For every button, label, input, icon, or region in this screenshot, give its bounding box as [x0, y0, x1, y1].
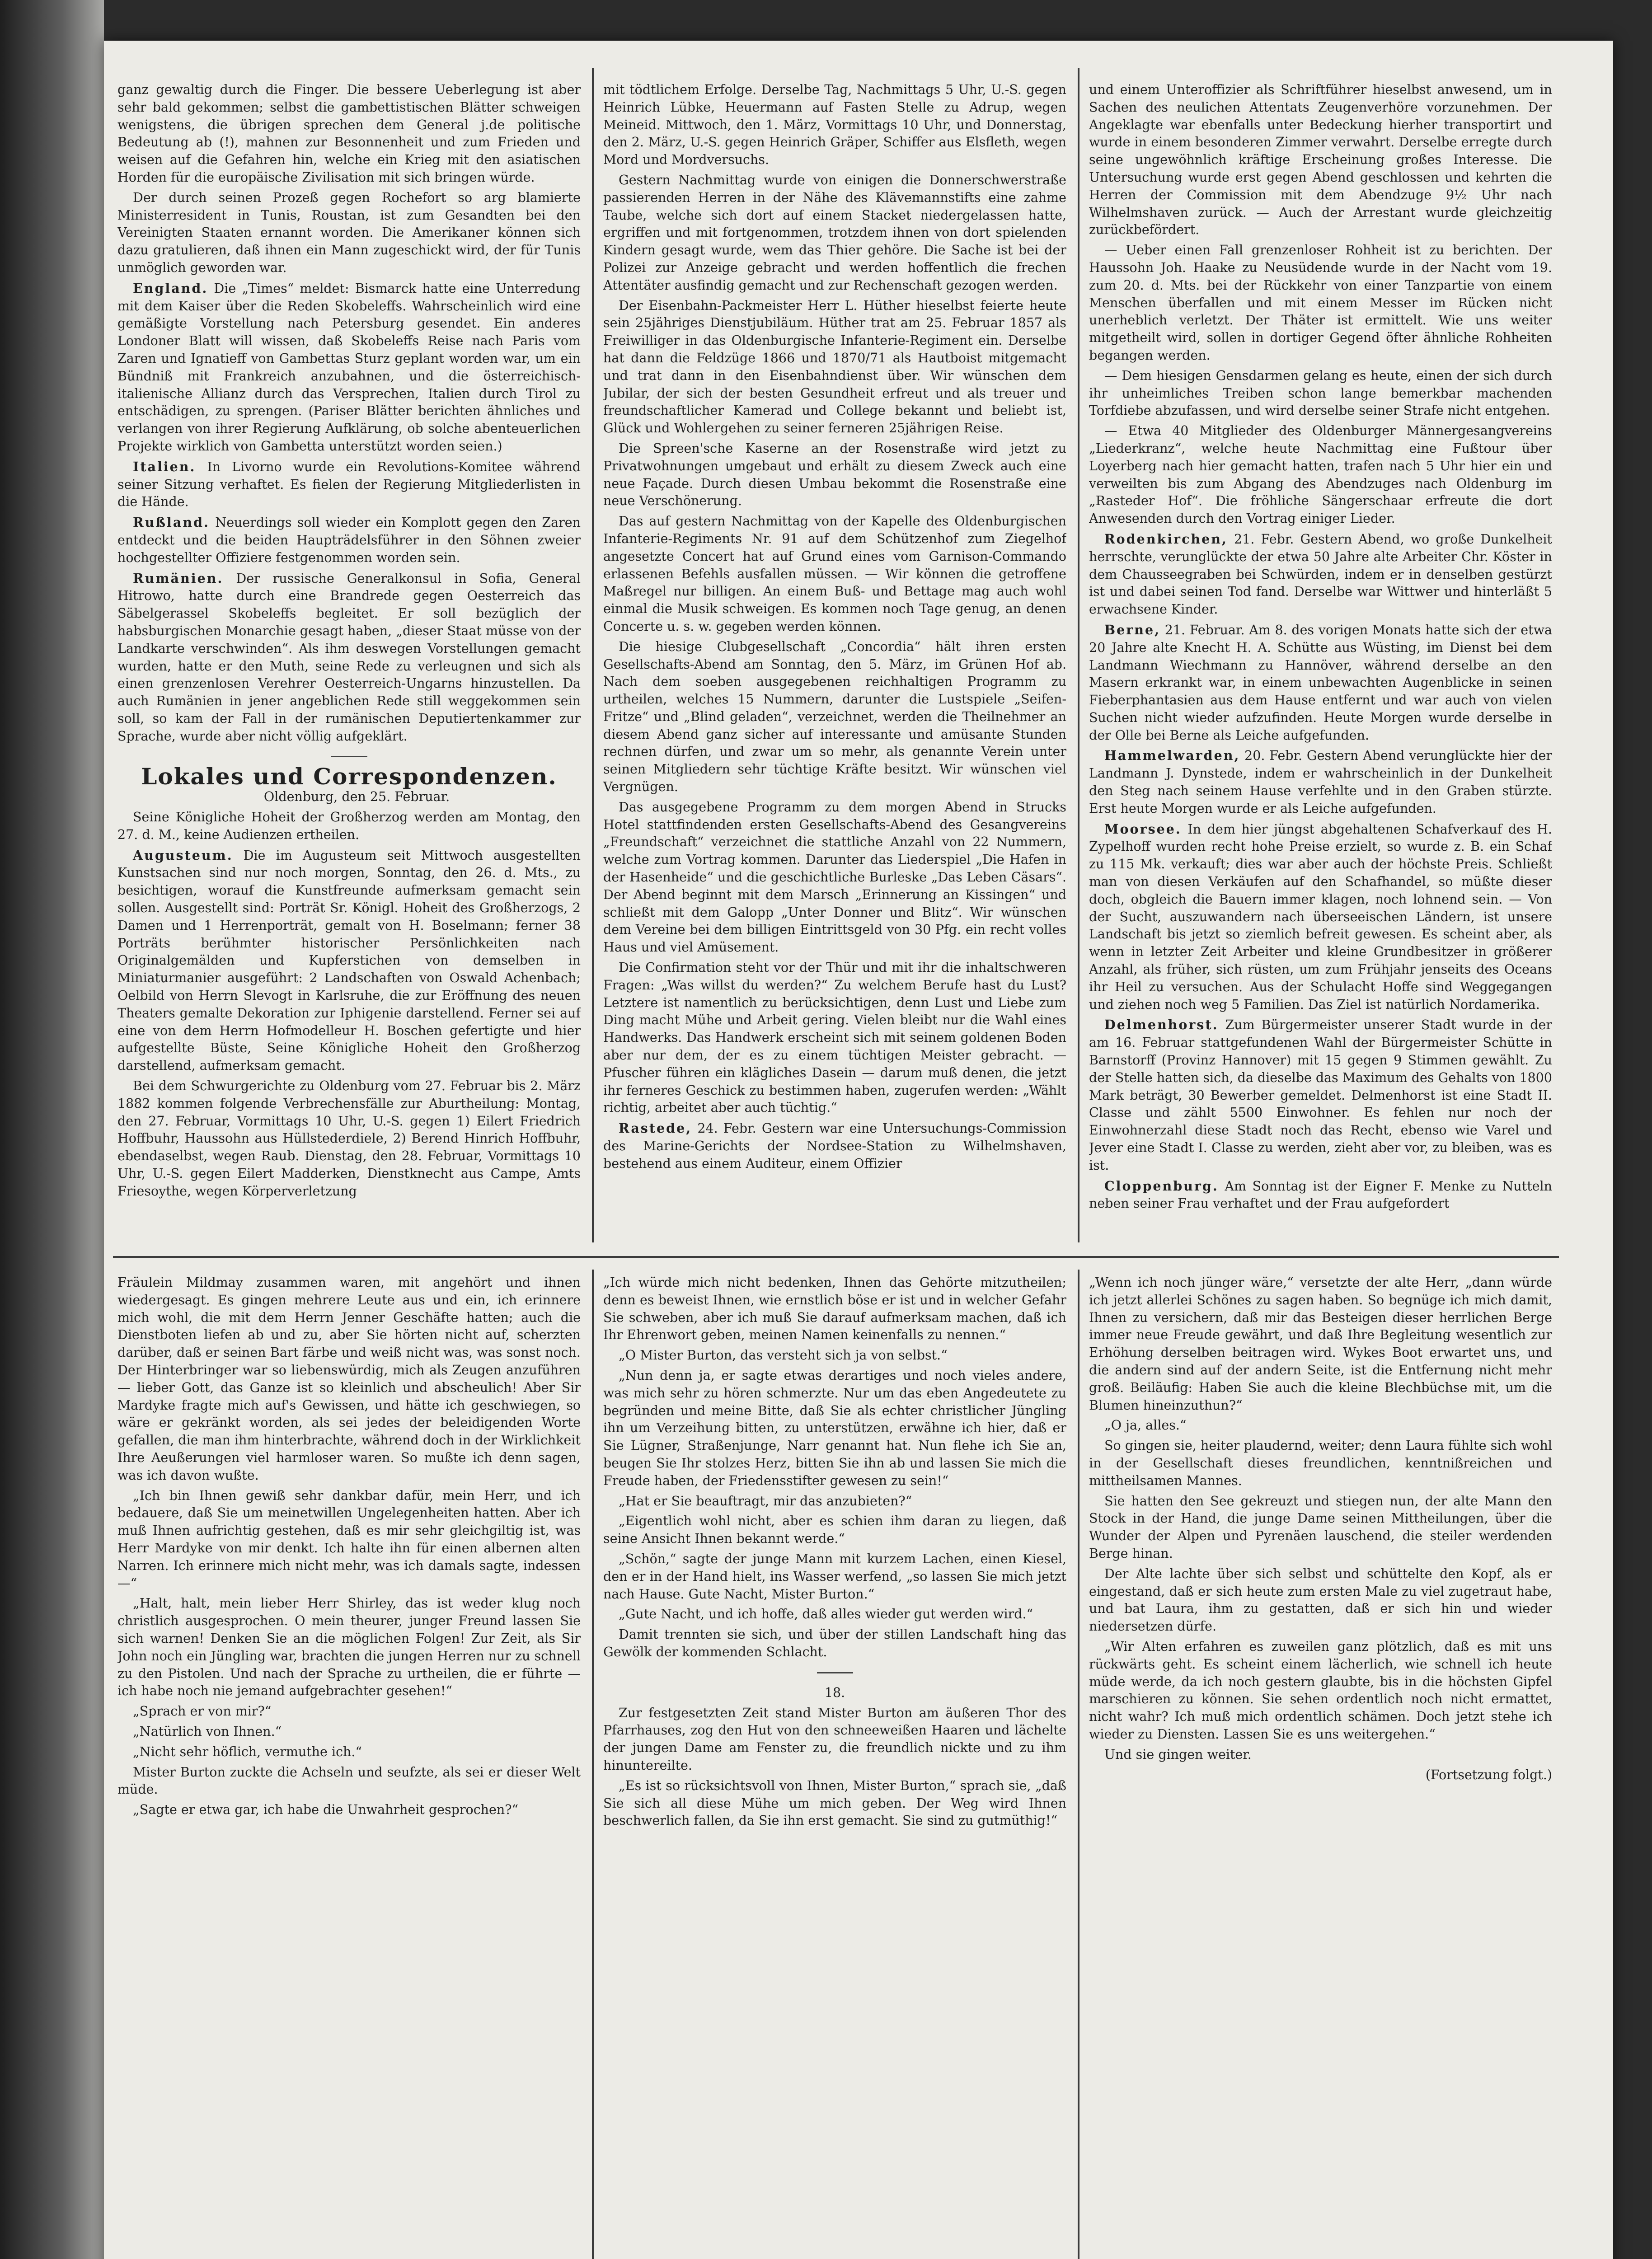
article-text: — Dem hiesigen Gensdarmen gelang es heute, einen der sich durch ihr unheimliches Treiben schon lange bemerkbar machenden Torfdiebe abzufassen, und wird derselbe seiner Strafe nicht entgehen. [1089, 368, 1552, 418]
article-paragraph [1089, 530, 1552, 619]
article-text: — Etwa 40 Mitglieder des Oldenburger Männergesangvereins „Liederkranz“, welche heute Nachmittag eine Fußtour über Loyerberg nach hier gemacht hatten, trafen nach 5 Uhr hier ein und verweilten bis zum Abgang des Abendzuges nach Oldenburg im „Rasteder Hof“. Die fröhliche Sängerschaar erfreute die dort Anwesenden durch den Vortrag einiger Lieder. [1089, 423, 1552, 526]
article-text: „Sprach er von mir?“ [133, 1704, 272, 1719]
column-rule [592, 1270, 594, 2259]
book-gutter [0, 0, 104, 2259]
article-text: Fräulein Mildmay zusammen waren, mit angehört und ihnen wiedergesagt. Es gingen mehrere Leute aus und ein, ich erinnere mich wohl, die mit dem Herrn Jenner Geschäfte hatten; auch die Dienstboten liefen ab und zu, aber Sie hörten nicht auf, scherzten darüber, daß er seinen Bart färbe und weiß nicht was, was sonst noch. Der Hinterbringer war so liebenswürdig, mich als Zeugen anzuführen — lieber Gott, das Ganze ist so kleinlich und abscheulich! Aber Sir Mardyke fragte mich auf's Gewissen, und hätte ich geschwiegen, so wäre er gekränkt worden, als sei jedes der beleidigenden Worte gefallen, die man ihm hinterbrachte, während doch in der Wirklichkeit Ihre Aeußerungen viel harmloser waren. So mußte ich denn sagen, was ich davon wußte. [117, 1275, 581, 1483]
article-text: Die „Times“ meldet: Bismarck hatte eine Unterredung mit dem Kaiser über die Reden Skobeleffs. Wahrscheinlich wird eine gemäßigte Vorstellung nach Petersburg gesendet. Ein anderes Londoner Blatt will wissen, daß Skobeleffs Reise nach Paris vom Zaren und Ignatieff von Gambettas Sturz geplant worden war, um ein Bündniß mit Frankreich anzubahnen, und die österreichisch-italienische Allianz durch das Versprechen, Italien durch Tirol zu entschädigen, zu sprengen. (Pariser Blätter berichten ähnliches und verlangen von ihrer Regierung Aufklärung, ob solche abenteuerlichen Projekte wirklich von Gambetta unterstützt worden seien.) [117, 281, 581, 454]
article-text: Neuerdings soll wieder ein Komplott gegen den Zaren entdeckt und die beiden Haupträdelsführer in den Söhnen zweier hochgestellter Offiziere festgenommen worden sein. [117, 515, 581, 565]
article-text: „Ich würde mich nicht bedenken, Ihnen das Gehörte mitzutheilen; denn es beweist Ihnen, wie ernstlich böse er ist und in welcher Gefahr Sie schweben, aber ich muß Sie darauf aufmerksam machen, daß ich Ihr Ehrenwort geben, meinen Namen keinenfalls zu nennen.“ [603, 1275, 1066, 1343]
article-paragraph [117, 570, 581, 745]
top-column-2 [603, 81, 1066, 1233]
article-text: — Ueber einen Fall grenzenloser Rohheit ist zu berichten. Der Haussohn Joh. Haake zu Neusüdende wurde in der Nacht vom 19. zum 20. d. Mts. bei der Rückkehr von einer Tanzpartie von einem Menschen überfallen und mit einem Messer im Rücken nicht unerheblich verletzt. Der Thäter ist ermittelt. Wie uns weiter mitgetheilt wird, sollen in dortiger Gegend öfter ähnliche Rohheiten begangen werden. [1089, 243, 1552, 363]
article-paragraph [117, 1595, 581, 1700]
column-rule [592, 68, 594, 1242]
section-heading: Lokales und Correspondenzen. [141, 763, 557, 790]
article-paragraph [603, 513, 1066, 636]
article-paragraph [117, 458, 581, 511]
article-paragraph [603, 799, 1066, 956]
article-paragraph [117, 1487, 581, 1593]
article-paragraph [1089, 1638, 1552, 1743]
article-paragraph [603, 1347, 1066, 1364]
article-paragraph [117, 788, 581, 806]
article-text: „Wir Alten erfahren es zuweilen ganz plötzlich, daß es mit uns rückwärts geht. Es scheint einem lächerlich, wie schnell ich heute müde werde, da ich noch gestern glaubte, bis in die höchsten Gipfel marschieren zu können. Sie sehen ordentlich noch nicht ermattet, nicht wahr? Ich muß mich ordentlich schämen. Doch jetzt stehe ich wieder zu Diensten. Lassen Sie es uns weitergehen.“ [1089, 1639, 1552, 1742]
article-paragraph [117, 847, 581, 1075]
article-text: Das ausgegebene Programm zu dem morgen Abend in Strucks Hotel stattfindenden ersten Gesellschafts-Abend des Gesangvereins „Freundschaft“ verzeichnet die stattliche Anzahl von 22 Nummern, welche zum Vortrag kommen. Darunter das Liederspiel „Die Hafen in der Hasenheide“ und die geschichtliche Burleske „Das Leben Cäsars“. Der Abend beginnt mit dem Marsch „Erinnerung an Kissingen“ und schließt mit dem Galopp „Unter Donner und Blitz“. Wir wünschen dem Vereine bei dem billigen Eintrittsgeld von 30 Pfg. ein recht volles Haus und viel Amüsement. [603, 799, 1066, 955]
article-paragraph [603, 1367, 1066, 1490]
chapter-rule [817, 1672, 853, 1673]
article-paragraph [117, 189, 581, 277]
article-text: 21. Februar. Am 8. des vorigen Monats hatte sich der etwa 20 Jahre alte Knecht H. A. Schütte aus Wüsting, im Dienst bei dem Landmann Wiechmann zu Hannöver, während derselbe an den Masern erkrankt war, in einem unbewachten Augenblicke in seinen Fieberphantasien aus dem Hause entfernt und war auch von vielen Suchen nicht wieder aufzufinden. Heute Morgen wurde derselbe in der Olle bei Berne als Leiche aufgefunden. [1089, 622, 1552, 743]
article-text: „Wenn ich noch jünger wäre,“ versetzte der alte Herr, „dann würde ich jetzt allerlei Schönes zu sagen haben. So begnüge ich mich damit, Ihnen zu versichern, daß mir das Besteigen dieser herrlichen Berge immer neue Freude gewährt, und daß Ihre Begleitung wesentlich zur Erhöhung derselben beitragen wird. Wykes Boot erwartet uns, und die andern sind auf der andern Seite, ist die Entfernung nicht mehr groß. Beiläufig: Haben Sie auch die kleine Blechbüchse mit, um die Blumen hineinzuthun?“ [1089, 1275, 1552, 1413]
article-paragraph [1089, 1437, 1552, 1490]
article-dateline: Rumänien. [133, 570, 224, 586]
article-text: Die hiesige Clubgesellschaft „Concordia“ hält ihren ersten Gesellschafts-Abend am Sonntag, den 5. März, im Grünen Hof ab. Nach dem soeben ausgegebenen reichhaltigen Programm zu urtheilen, welches 15 Nummern, darunter die Lustspiele „Seifen-Fritze“ und „Blind geladen“, verzeichnet, werden die Theilnehmer an diesem Abend ganz sicher auf interessante und amüsante Stunden rechnen dürfen, und zwar um so mehr, als genannte Verein unter seinen Mitgliedern sehr tüchtige Kräfte besitzt. Wir wünschen viel Vergnügen. [603, 639, 1066, 795]
article-text: und einem Unteroffizier als Schriftführer hieselbst anwesend, um in Sachen des neulichen Attentats Zeugenverhöre vorzunehmen. Der Angeklagte war ebenfalls unter Bedeckung hierher transportirt und wurde in einem besonderen Zimmer verwahrt. Derselbe erregte durch seine ungewöhnlich kräftige Erscheinung großes Interesse. Die Untersuchung wurde erst gegen Abend geschlossen und kehrten die Herren der Commission mit dem Abendzuge 9½ Uhr nach Wilhelmshaven zurück. — Auch der Arrestant wurde gleichzeitig zurückbefördert. [1089, 82, 1552, 238]
article-dateline: Rodenkirchen, [1104, 531, 1228, 547]
article-text: „Ich bin Ihnen gewiß sehr dankbar dafür, mein Herr, und ich bedauere, daß Sie um meinetwillen Ungelegenheiten hatten. Aber ich muß Ihnen aufrichtig gestehen, daß es mir sehr gleichgiltig ist, was Herr Mardyke von mir denkt. Ich halte ihn für einen albernen alten Narren. Ich erinnere mich nicht mehr, was ich damals sagte, indessen —“ [117, 1488, 581, 1591]
article-paragraph [603, 1626, 1066, 1661]
article-text: Die Spreen'sche Kaserne an der Rosenstraße wird jetzt zu Privatwohnungen umgebaut und erhält zu diesem Zweck auch eine neue Façade. Durch diesen Umbau bekommt die Rosenstraße eine neue Verschönerung. [603, 441, 1066, 509]
article-text: Zur festgesetzten Zeit stand Mister Burton am äußeren Thor des Pfarrhauses, zog den Hut von den schneeweißen Haaren und lächelte der jungen Dame am Fenster zu, die freundlich nickte und zu ihm hinuntereilte. [603, 1705, 1066, 1773]
continuation-note: (Fortsetzung folgt.) [1425, 1767, 1552, 1782]
article-paragraph [1089, 820, 1552, 1014]
article-paragraph [117, 1764, 581, 1799]
article-dateline: Cloppenburg. [1104, 1178, 1219, 1194]
article-text: „Gute Nacht, und ich hoffe, daß alles wieder gut werden wird.“ [619, 1607, 1033, 1622]
newspaper-page [104, 41, 1613, 2259]
article-paragraph [117, 1743, 581, 1761]
article-dateline: Hammelwarden, [1104, 748, 1240, 764]
feuilleton-column-3 [1089, 1274, 1552, 2259]
article-paragraph [603, 1551, 1066, 1603]
article-text: Der russische Generalkonsul in Sofia, General Hitrowo, hatte durch eine Brandrede gegen Oesterreich das Säbelgerassel Skobeleffs begleitet. Er soll bezüglich der habsburgischen Monarchie gesagt haben, „dieser Staat müsse von der Landkarte verschwinden“. Als ihm deswegen Vorstellungen gemacht wurden, hatte er den Muth, seine Rede zu verleugnen und sich als einen grenzenlosen Verehrer Oesterreich-Ungarns hinzustellen. Da auch Rumänien in jener angeblichen Rede still weggekommen sein soll, so kam der Fall in der rumänischen Deputiertenkammer zur Sprache, wurde aber nicht völlig aufgeklärt. [117, 571, 581, 744]
article-paragraph [1089, 242, 1552, 365]
top-column-3 [1089, 81, 1552, 1233]
article-text: So gingen sie, heiter plaudernd, weiter; denn Laura fühlte sich wohl in der Gesellschaft dieses freundlichen, kenntnißreichen und mittheilsamen Mannes. [1089, 1438, 1552, 1488]
article-paragraph [603, 1606, 1066, 1623]
article-dateline: Italien. [133, 459, 196, 474]
article-paragraph [117, 1723, 581, 1741]
article-dateline: Augusteum. [133, 847, 233, 863]
feuilleton-column-2 [603, 1274, 1066, 2259]
article-paragraph [1089, 1493, 1552, 1563]
top-column-1 [117, 81, 581, 1233]
article-dateline: Berne, [1104, 622, 1161, 637]
article-paragraph [1089, 1274, 1552, 1414]
article-text: „O Mister Burton, das versteht sich ja von selbst.“ [619, 1348, 948, 1363]
article-text: Oldenburg, den 25. Februar. [263, 789, 450, 805]
article-dateline: England. [133, 280, 208, 296]
article-paragraph [117, 809, 581, 844]
article-paragraph [117, 1078, 581, 1200]
article-paragraph [1089, 367, 1552, 420]
article-text: 24. Febr. Gestern war eine Untersuchungs-Commission des Marine-Gerichts der Nordsee-Station zu Wilhelmshaven, bestehend aus einem Auditeur, einem Offizier [603, 1121, 1066, 1171]
article-paragraph [603, 638, 1066, 796]
article-dateline: Rastede, [619, 1120, 692, 1136]
article-text: „Natürlich von Ihnen.“ [133, 1724, 282, 1739]
article-text: „Sagte er etwa gar, ich habe die Unwahrheit gesprochen?“ [133, 1802, 519, 1818]
article-paragraph [117, 1703, 581, 1720]
article-paragraph [1089, 1177, 1552, 1213]
article-text: „Eigentlich wohl nicht, aber es schien ihm daran zu liegen, daß seine Ansicht Ihnen bekannt werde.“ [603, 1514, 1066, 1547]
heading-rule [331, 756, 367, 757]
article-text: „Schön,“ sagte der junge Mann mit kurzem Lachen, einen Kiesel, den er in der Hand hielt, ins Wasser werfend, „so lassen Sie mich jetzt nach Hause. Gute Nacht, Mister Burton.“ [603, 1551, 1066, 1602]
article-paragraph [603, 297, 1066, 437]
article-paragraph [117, 514, 581, 567]
article-paragraph [603, 172, 1066, 295]
feuilleton-column-1 [117, 1274, 581, 2259]
article-text: „Nicht sehr höflich, vermuthe ich.“ [133, 1744, 362, 1759]
article-text: Sie hatten den See gekreuzt und stiegen nun, der alte Mann den Stock in der Hand, die junge Dame seinen Mittheilungen, über die Wunder der Alpen und Pyrenäen lauschend, die steiler werdenden Berge hinan. [1089, 1493, 1552, 1561]
article-text: Bei dem Schwurgerichte zu Oldenburg vom 27. Februar bis 2. März 1882 kommen folgende Verbrechensfälle zur Aburtheilung: Montag, den 27. Februar, Vormittags 10 Uhr, U.-S. gegen 1) Eilert Friedrich Hoffbuhr, Haussohn aus Hüllstederdiele, 2) Berend Hinrich Hoffbuhr, ebendaselbst, wegen Raub. Dienstag, den 28. Februar, Vormittags 10 Uhr, U.-S. gegen Eilert Madderken, Dienstknecht aus Campe, Amts Friesoythe, wegen Körperverletzung [117, 1078, 581, 1199]
article-text: mit tödtlichem Erfolge. Derselbe Tag, Nachmittags 5 Uhr, U.-S. gegen Heinrich Lübke, Heuermann auf Fasten Stelle zu Adrup, wegen Meineid. Mittwoch, den 1. März, Vormittags 10 Uhr, und Donnerstag, den 2. März, U.-S. gegen Heinrich Gräper, Schiffer aus Elsfleth, wegen Mord und Mordversuchs. [603, 82, 1066, 168]
article-text: Am Sonntag ist der Eigner F. Menke zu Nutteln neben seiner Frau verhaftet und der Frau aufgefordert [1089, 1178, 1552, 1211]
article-text: 21. Febr. Gestern Abend, wo große Dunkelheit herrschte, verunglückte der etwa 50 Jahre alte Arbeiter Chr. Köster in dem Chausseegraben bei Schwürden, indem er in denselben gestürzt ist und dabei seinen Tod fand. Derselbe war Wittwer und hinterläßt 5 erwachsene Kinder. [1089, 531, 1552, 617]
article-text: Damit trennten sie sich, und über der stillen Landschaft hing das Gewölk der kommenden Schlacht. [603, 1627, 1066, 1659]
article-text: „O ja, alles.“ [1104, 1418, 1187, 1433]
article-text: „Es ist so rücksichtsvoll von Ihnen, Mister Burton,“ sprach sie, „daß Sie sich all diese Mühe um mich geben. Der Weg wird Ihnen beschwerlich fallen, da Sie ihn erst gemacht. Sie sind zu gutmüthig!“ [603, 1778, 1066, 1828]
article-paragraph [603, 81, 1066, 169]
article-paragraph [117, 1274, 581, 1485]
article-text: „Hat er Sie beauftragt, mir das anzubieten?“ [619, 1493, 912, 1509]
article-text: „Nun denn ja, er sagte etwas derartiges und noch vieles andere, was mich sehr zu hören schmerzte. Nur um das eben Angedeutete zu begründen und meine Bitte, daß Sie als echter christlicher Jüngling ihn um Verzeihung bitten, zu unterstützen, erwähne ich hier, daß er Sie Lügner, Straßenjunge, Narr genannt hat. Nun flehe ich Sie an, beugen Sie Ihr stolzes Herz, bitten Sie ihn ab und lassen Sie mich die Freude haben, der Friedensstifter gewesen zu sein!“ [603, 1368, 1066, 1488]
article-text: Der Eisenbahn-Packmeister Herr L. Hüther hieselbst feierte heute sein 25jähriges Dienstjubiläum. Hüther trat am 25. Februar 1857 als Freiwilliger in das Oldenburgische Infanterie-Regiment ein. Derselbe hat dann die Feldzüge 1866 und 1870/71 als Hautboist mitgemacht und trat dann in den Eisenbahndienst über. Wir wünschen dem Jubilar, der sich der besten Gesundheit erfreut und als treuer und freundschaftlicher Kamerad und College bekannt und beliebt ist, Glück und Wohlergehen zu seiner ferneren 25jährigen Reise. [603, 298, 1066, 436]
feuilleton-rule [113, 1256, 1559, 1258]
article-paragraph [117, 1801, 581, 1819]
article-text: Mister Burton zuckte die Achseln und seufzte, als sei er dieser Welt müde. [117, 1764, 581, 1797]
article-text: In dem hier jüngst abgehaltenen Schafverkauf des H. Zypelhoff wurden recht hohe Preise erzielt, so wurde z. B. ein Schaf zu 115 Mk. verkauft; dies war aber auch der höchste Preis. Schließt man von diesen Verkäufen auf den Schafhandel, so müßte dieser doch, obgleich die Bauern immer klagen, noch lohnend sein. — Von der Sucht, auszuwandern nach überseeischen Ländern, ist unsere Landschaft bis jetzt so ziemlich befreit gewesen. Es scheint aber, als wenn in letzter Zeit Arbeiter und kleine Grundbesitzer in größerer Anzahl, als früher, sich rüsten, um zum Frühjahr jenseits des Oceans ihr Heil zu versuchen. Aus der Schulacht Hoffe sind Weggegangen und ziehen noch weg 5 Familien. Das Ziel ist natürlich Nordamerika. [1089, 821, 1552, 1012]
chapter-number: 18. [824, 1685, 845, 1700]
column-rule [1078, 1270, 1079, 2259]
article-text: Die Confirmation steht vor der Thür und mit ihr die inhaltschweren Fragen: „Was willst du werden?“ Zu welchem Berufe hast du Lust? Letztere ist namentlich zu berücksichtigen, denn Lust und Liebe zum Ding macht Mühe und Arbeit gering. Vielen bleibt nur die Wahl eines Handwerks. Das Handwerk erscheint sich mit seinem goldenen Boden aber nur dem, der es zu einem tüchtigen Meister gebracht. — Pfuscher führen ein klägliches Dasein — darum muß denen, die jetzt ihr ferneres Geschick zu bestimmen haben, zugerufen werden: „Wählt richtig, arbeitet aber auch tüchtig.“ [603, 960, 1066, 1115]
article-paragraph [603, 1274, 1066, 1344]
article-text: In Livorno wurde ein Revolutions-Komitee während seiner Sitzung verhaftet. Es fielen der Regierung Mitgliederlisten in die Hände. [117, 459, 581, 510]
article-text: Die im Augusteum seit Mittwoch ausgestellten Kunstsachen sind nur noch morgen, Sonntag, den 26. d. Mts., zu besichtigen, worauf die Kunstfreunde aufmerksam gemacht sein sollen. Ausgestellt sind: Porträt Sr. Königl. Hoheit des Großherzogs, 2 Damen und 1 Herrenporträt, gemalt von H. Boselmann; ferner 38 Porträts berühmter historischer Persönlichkeiten nach Originalgemälden und Kupferstichen von demselben in Miniaturmanier ausgeführt: 2 Landschaften von Oswald Achenbach; Oelbild von Herrn Slevogt in Karlsruhe, die zur Eröffnung des neuen Theaters gemalte Dekoration zur Iphigenie darstellend. Ferner sei auf eine von dem Herrn Hofmodelleur H. Boschen gefertigte und hier aufgestellte Büste, Seine Königliche Hoheit den Großherzog darstellend, aufmerksam gemacht. [117, 848, 581, 1073]
article-paragraph [603, 1493, 1066, 1510]
article-dateline: Rußland. [133, 515, 210, 530]
article-text: Das auf gestern Nachmittag von der Kapelle des Oldenburgischen Infanterie-Regiments Nr. 91 auf dem Schützenhof zum Ziegelhof angesetzte Concert hat auf Grund eines vom Garnison-Commando erlassenen Befehls ausfallen müssen. — Wir können die getroffene Maßregel nur billigen. An einem Buß- und Bettage mag auch wohl einmal die Musik schweigen. Es kommen noch Tage genug, an denen Concerte u. s. w. gegeben werden können. [603, 514, 1066, 634]
article-paragraph [603, 959, 1066, 1117]
article-paragraph [603, 1777, 1066, 1830]
article-paragraph [603, 1705, 1066, 1775]
article-paragraph [1089, 621, 1552, 745]
article-paragraph [1089, 81, 1552, 239]
article-text: 20. Febr. Gestern Abend verunglückte hier der Landmann J. Dynstede, indem er wahrscheinlich in der Dunkelheit den Steg nach seinem Hause verfehlte und in den Graben stürzte. Erst heute Morgen wurde er als Leiche aufgefunden. [1089, 748, 1552, 816]
article-paragraph [603, 1513, 1066, 1548]
column-rule [1078, 68, 1079, 1242]
article-text: Der durch seinen Prozeß gegen Rochefort so arg blamierte Ministerresident in Tunis, Roustan, ist zum Gesandten bei den Vereinigten Staaten ernannt worden. Die Amerikaner können sich dazu gratulieren, daß ihnen ein Mann zugeschickt wird, der für Tunis unmöglich geworden war. [117, 190, 581, 275]
article-paragraph [603, 1120, 1066, 1172]
article-paragraph [117, 81, 581, 187]
article-text: Gestern Nachmittag wurde von einigen die Donnerschwerstraße passierenden Herren in der Nähe des Klävemannstifts eine zahme Taube, welche sich dort auf einem Stacket niedergelassen hatte, ergriffen und mit fortgenommen, trotzdem ihnen von dort spielenden Kindern gesagt wurde, wem das Thier gehöre. Die Sache ist bei der Polizei zur Anzeige gebracht und werden hoffentlich die frechen Attentäter ausfindig gemacht und zur Rechenschaft gezogen werden. [603, 172, 1066, 293]
article-text: ganz gewaltig durch die Finger. Die bessere Ueberlegung ist aber sehr bald gekommen; selbst die gambettistischen Blätter schweigen wenigstens, die übrigen sprechen dem General j.de politische Bedeutung ab (!), mahnen zur Besonnenheit und zum Frieden und weisen auf die Gefahren hin, welche ein Krieg mit den asiatischen Horden für die europäische Zivilisation mit sich bringen würde. [117, 82, 581, 185]
article-paragraph [1089, 1016, 1552, 1174]
article-paragraph [1089, 747, 1552, 817]
article-dateline: Moorsee. [1104, 821, 1182, 837]
article-text: „Halt, halt, mein lieber Herr Shirley, das ist weder klug noch christlich ausgesprochen. O mein theurer, junger Freund lassen Sie sich warnen! Denken Sie an die möglichen Folgen! Zur Zeit, als Sir John noch ein Jüngling war, brachten die jungen Herren nur zu schnell zu den Pistolen. Und nach der Sprache zu urtheilen, die er führte — ich habe noch nie jemand aufgebrachter gesehen!“ [117, 1596, 581, 1699]
article-paragraph [1089, 1746, 1552, 1764]
article-dateline: Delmenhorst. [1104, 1017, 1219, 1033]
article-paragraph [603, 440, 1066, 510]
article-paragraph [1089, 1565, 1552, 1636]
article-text: Seine Königliche Hoheit der Großherzog werden am Montag, den 27. d. M., keine Audienzen ertheilen. [117, 810, 581, 842]
article-text: Der Alte lachte über sich selbst und schüttelte den Kopf, als er eingestand, daß er sich heute zum ersten Male zu viel zugetraut habe, und bat Laura, ihm zu gestatten, daß er sich hin und wieder niedersetzen dürfe. [1089, 1566, 1552, 1634]
article-paragraph [1089, 1417, 1552, 1434]
article-paragraph [117, 280, 581, 455]
article-text: Und sie gingen weiter. [1104, 1747, 1252, 1762]
article-paragraph [1089, 422, 1552, 528]
article-text: Zum Bürgermeister unserer Stadt wurde in der am 16. Februar stattgefundenen Wahl der Bürgermeister Schütte in Barnstorff (Provinz Hannover) mit 15 gegen 9 Stimmen gewählt. Zu der Stelle hatten sich, da dieselbe das Maximum des Gehalts von 1800 Mark beträgt, 30 Bewerber gemeldet. Delmenhorst ist eine Stadt II. Classe und zählt 5500 Einwohner. Es fehlen nur noch der Einwohnerzahl diese Stadt noch das Recht, ebenso wie Varel und Jever eine Stadt I. Classe zu werden, zieht aber vor, zu bleiben, was es ist. [1089, 1017, 1552, 1173]
